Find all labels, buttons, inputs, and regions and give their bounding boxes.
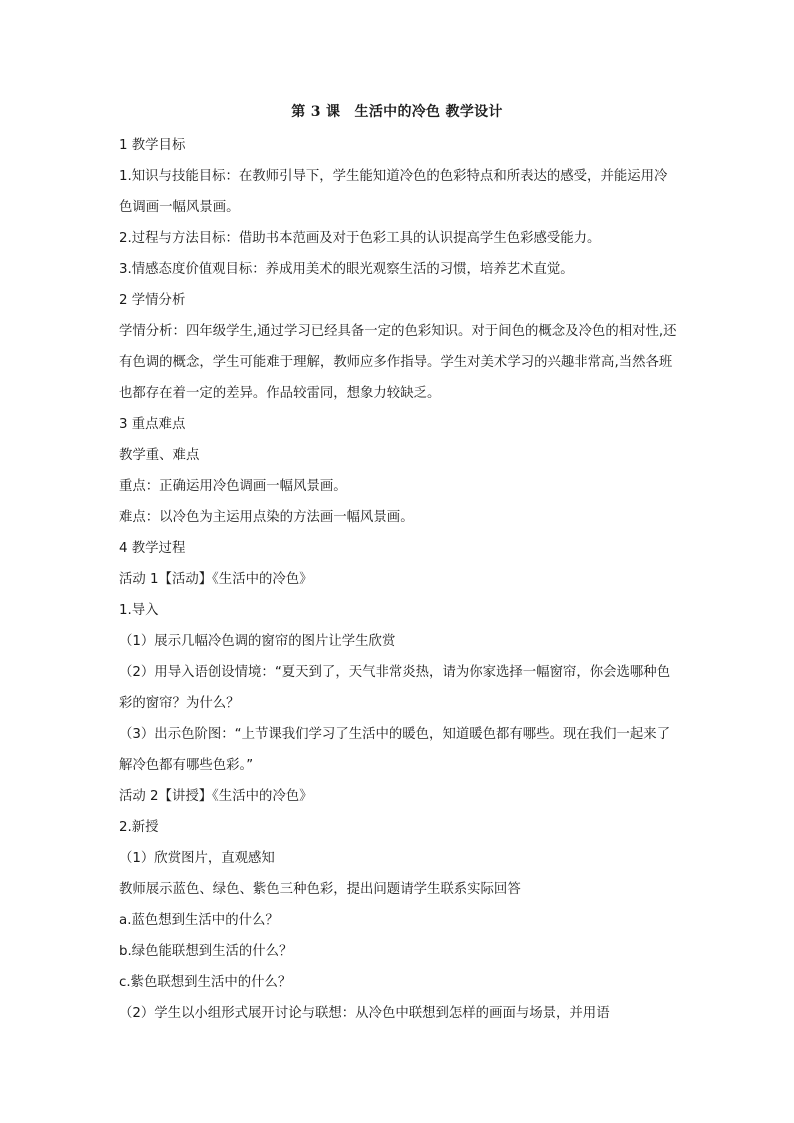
difficult-point-text: 难点：以冷色为主运用点染的方法画一幅风景画。 bbox=[119, 510, 414, 525]
step-introduction: 1.导入 bbox=[119, 603, 159, 618]
intro-item-3: （3）出示色阶图：“上节课我们学习了生活中的暖色，知道暖色都有哪些。现在我们一起来了解冷色都有哪些色彩。” bbox=[119, 727, 671, 773]
document-title: 第 3 课 生活中的冷色 教学设计 bbox=[291, 104, 503, 120]
objective-process-methods: 2.过程与方法目标：借助书本范画及对于色彩工具的认识提高学生色彩感受能力。 bbox=[119, 231, 601, 246]
activity-2-heading: 活动 2【讲授】《生活中的冷色》 bbox=[119, 789, 313, 804]
key-points-subheading: 教学重、难点 bbox=[119, 448, 200, 463]
section-heading-student-analysis: 2 学情分析 bbox=[119, 293, 186, 308]
new-lesson-item-1: （1）欣赏图片，直观感知 bbox=[119, 851, 275, 866]
objective-attitudes-values: 3.情感态度价值观目标：养成用美术的眼光观察生活的习惯，培养艺术直觉。 bbox=[119, 262, 574, 277]
teacher-shows-colors: 教师展示蓝色、绿色、紫色三种色彩，提出问题请学生联系实际回答 bbox=[119, 882, 521, 897]
question-c: c.紫色联想到生活中的什么？ bbox=[119, 975, 292, 990]
new-lesson-item-2: （2）学生以小组形式展开讨论与联想：从冷色中联想到怎样的画面与场景，并用语 bbox=[119, 1006, 610, 1021]
activity-1-heading: 活动 1【活动】《生活中的冷色》 bbox=[119, 572, 313, 587]
question-a: a.蓝色想到生活中的什么？ bbox=[119, 913, 279, 928]
question-b: b.绿色能联想到生活的什么？ bbox=[119, 944, 293, 959]
intro-item-1: （1）展示几幅冷色调的窗帘的图片让学生欣赏 bbox=[119, 634, 396, 649]
section-heading-objectives: 1 教学目标 bbox=[119, 138, 186, 153]
student-analysis-text: 学情分析：四年级学生,通过学习已经具备一定的色彩知识。对于间色的概念及冷色的相对性,还有色调的概念，学生可能难于理解，教师应多作指导。学生对美术学习的兴趣非常高,当然各班也都存在着一定的差异。作品较雷同，想象力较缺乏。 bbox=[119, 324, 677, 401]
step-new-lesson: 2.新授 bbox=[119, 820, 159, 835]
intro-item-2: （2）用导入语创设情境：“夏天到了，天气非常炎热，请为你家选择一幅窗帘，你会选哪种色彩的窗帘？为什么？ bbox=[119, 665, 671, 711]
section-heading-process: 4 教学过程 bbox=[119, 541, 186, 556]
document-body bbox=[119, 130, 679, 1029]
section-heading-key-points: 3 重点难点 bbox=[119, 417, 186, 432]
objective-knowledge-skills: 1.知识与技能目标：在教师引导下，学生能知道冷色的色彩特点和所表达的感受，并能运用冷色调画一幅风景画。 bbox=[119, 169, 668, 215]
key-point-text: 重点：正确运用冷色调画一幅风景画。 bbox=[119, 479, 347, 494]
